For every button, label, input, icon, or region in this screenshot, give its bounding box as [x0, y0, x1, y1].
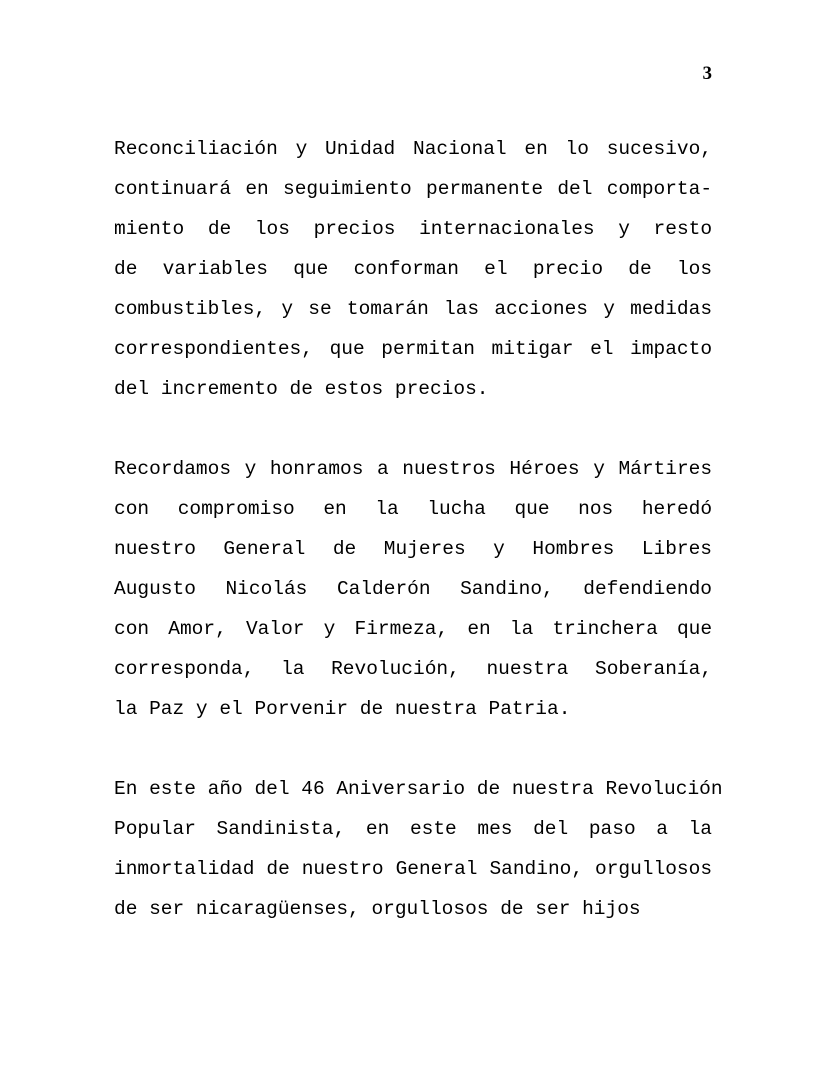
text-line: Augusto Nicolás Calderón Sandino, defendiendo: [114, 578, 713, 600]
text-line: nuestro General de Mujeres y Hombres Libres: [114, 538, 713, 560]
paragraph: [114, 449, 712, 729]
document-body: [114, 129, 723, 929]
text-line: En este año del 46 Aniversario de nuestra Revolución: [114, 778, 723, 800]
text-line: correspondientes, que permitan mitigar el impacto: [114, 338, 713, 360]
text-line: inmortalidad de nuestro General Sandino, orgullosos: [114, 858, 713, 880]
page-number: 3: [702, 63, 712, 84]
text-line: miento de los precios internacionales y resto: [114, 218, 713, 240]
text-line: Reconciliación y Unidad Nacional en lo sucesivo,: [114, 138, 713, 160]
text-line: de ser nicaragüenses, orgullosos de ser hijos: [114, 898, 641, 920]
paragraph: [114, 769, 723, 929]
text-line: la Paz y el Porvenir de nuestra Patria.: [114, 698, 571, 720]
text-line: Popular Sandinista, en este mes del paso a la: [114, 818, 713, 840]
text-line: Recordamos y honramos a nuestros Héroes y Mártires: [114, 458, 713, 480]
text-line: continuará en seguimiento permanente del comporta-: [114, 178, 713, 200]
text-line: combustibles, y se tomarán las acciones y medidas: [114, 298, 713, 320]
text-line: con compromiso en la lucha que nos heredó: [114, 498, 713, 520]
paragraph: [114, 129, 712, 409]
text-line: del incremento de estos precios.: [114, 378, 489, 400]
text-line: de variables que conforman el precio de los: [114, 258, 713, 280]
text-line: con Amor, Valor y Firmeza, en la trinchera que: [114, 618, 713, 640]
text-line: corresponda, la Revolución, nuestra Soberanía,: [114, 658, 713, 680]
